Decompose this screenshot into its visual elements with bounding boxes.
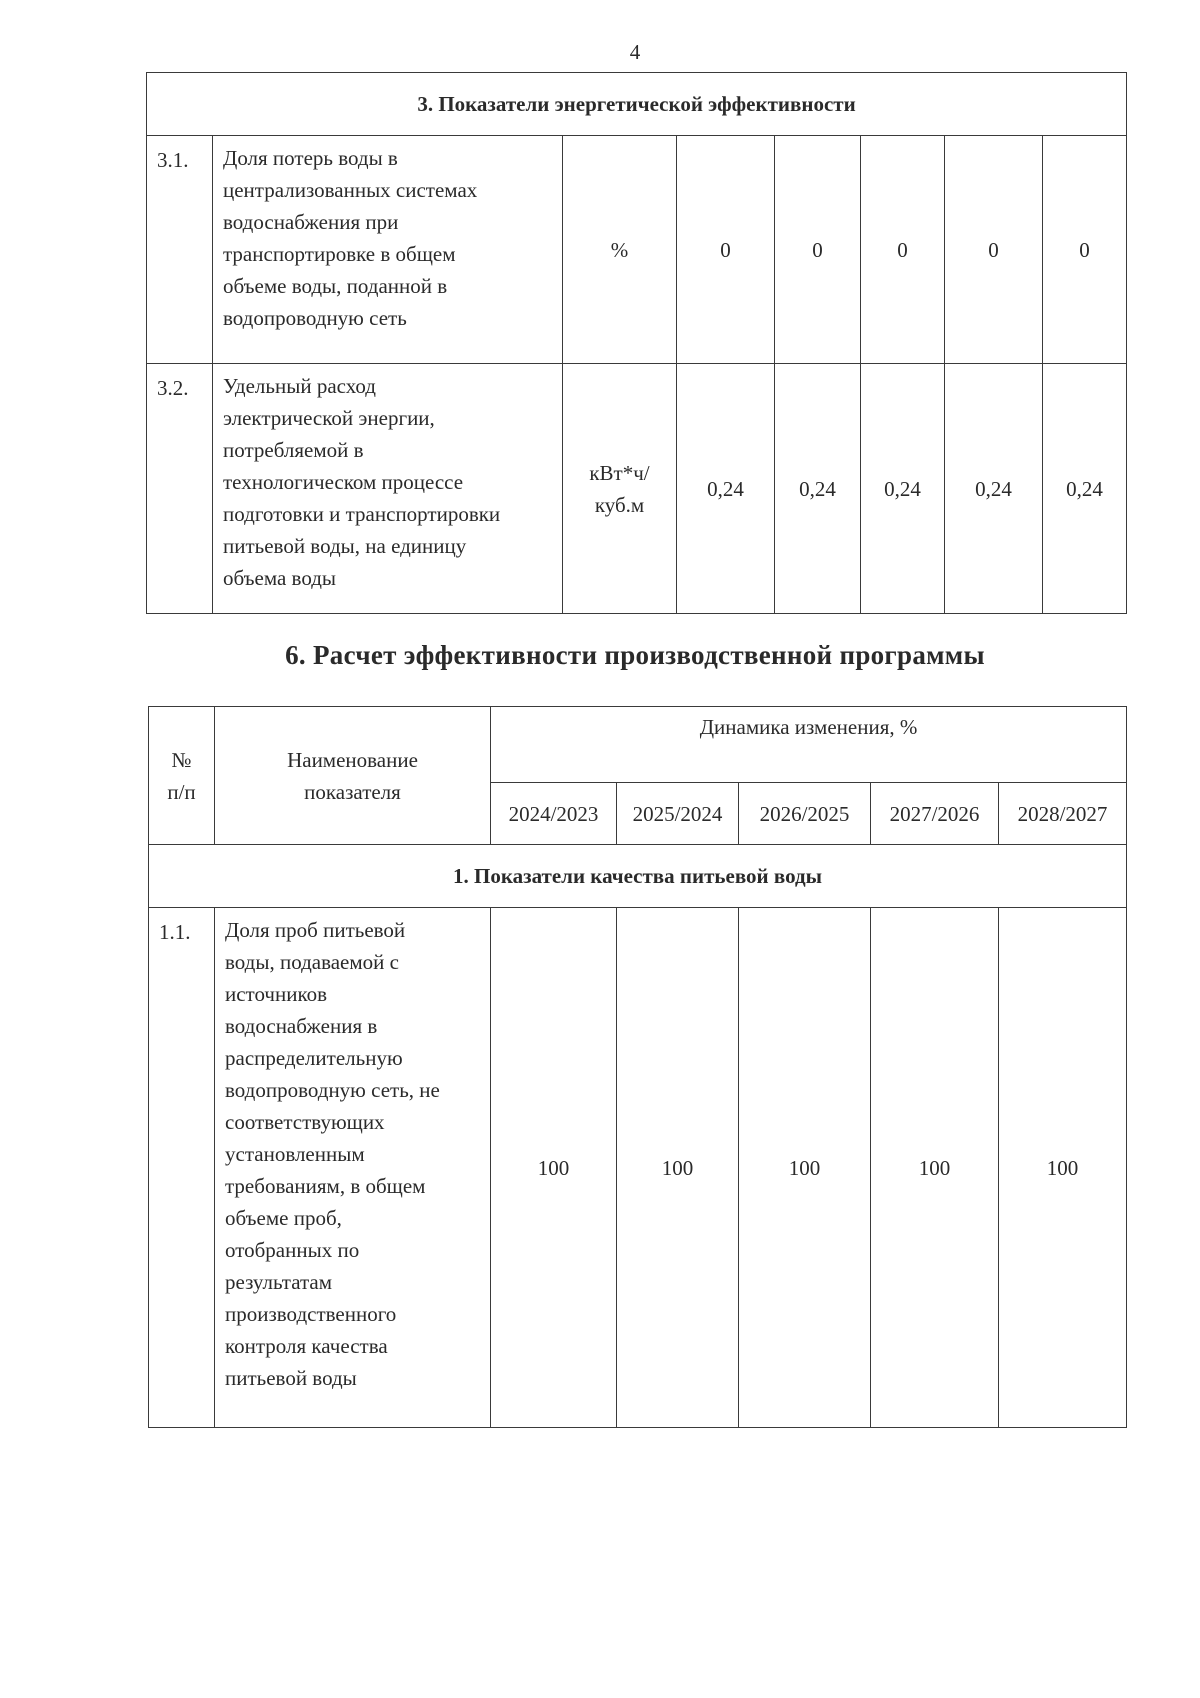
name-line: результатам (225, 1270, 333, 1294)
row-number: 3.2. (147, 364, 213, 614)
header-year: 2028/2027 (999, 783, 1127, 845)
value-cell: 0 (775, 136, 861, 364)
value-cell: 0,24 (1043, 364, 1127, 614)
name-line: Доля потерь воды в (223, 146, 398, 170)
value-cell: 100 (617, 908, 739, 1428)
name-line: соответствующих (225, 1110, 385, 1134)
header-line: Наименование (287, 747, 418, 772)
header-dynamics: Динамика изменения, % (491, 707, 1127, 783)
header-row (149, 707, 1127, 783)
page-number: 4 (629, 40, 641, 64)
header-year: 2026/2025 (739, 783, 871, 845)
value-cell: 0 (945, 136, 1043, 364)
header-line: показателя (304, 779, 401, 804)
section-title: 6. Расчет эффективности производственной программы (285, 640, 985, 670)
name-line: водопроводную сеть (223, 306, 407, 330)
row-number: 1.1. (149, 908, 215, 1428)
name-line: требованиям, в общем (225, 1174, 426, 1198)
name-line: транспортировке в общем (223, 242, 456, 266)
name-line: отобранных по (225, 1238, 360, 1262)
name-line: распределительную (225, 1046, 403, 1070)
name-line: установленным (225, 1142, 365, 1166)
table-row (147, 364, 1127, 614)
header-year: 2027/2026 (871, 783, 999, 845)
value-cell: 0,24 (861, 364, 945, 614)
name-line: технологическом процессе (223, 470, 464, 494)
header-name (215, 707, 491, 845)
section-heading: 1. Показатели качества питьевой воды (149, 845, 1127, 908)
name-line: объема воды (223, 566, 337, 590)
name-line: питьевой воды (225, 1366, 357, 1390)
unit-line: кВт*ч/ (589, 460, 650, 485)
unit-cell: % (563, 136, 677, 364)
value-cell: 100 (491, 908, 617, 1428)
name-line: электрической энергии, (223, 406, 435, 430)
name-line: водоснабжения при (223, 210, 399, 234)
name-line: производственного (225, 1302, 397, 1326)
value-cell: 100 (999, 908, 1127, 1428)
value-cell: 100 (871, 908, 999, 1428)
section-row (147, 73, 1127, 136)
name-line: объеме проб, (225, 1206, 342, 1230)
section-row (149, 845, 1127, 908)
section-heading: 3. Показатели энергетической эффективности (147, 73, 1127, 136)
program-efficiency-table (148, 706, 1127, 1428)
header-year: 2024/2023 (491, 783, 617, 845)
value-cell: 0,24 (945, 364, 1043, 614)
header-num (149, 707, 215, 845)
name-line: централизованных системах (223, 178, 478, 202)
name-line: водопроводную сеть, не (225, 1078, 440, 1102)
name-line: источников (225, 982, 328, 1006)
header-line: п/п (167, 779, 196, 804)
unit-line: куб.м (594, 492, 645, 517)
value-cell: 0 (861, 136, 945, 364)
value-cell: 0 (1043, 136, 1127, 364)
header-line: № (171, 747, 192, 772)
energy-efficiency-table (146, 72, 1127, 614)
table-row (147, 136, 1127, 364)
name-line: Доля проб питьевой (225, 918, 406, 942)
indicator-name (215, 908, 491, 1428)
value-cell: 0,24 (677, 364, 775, 614)
table-row (149, 908, 1127, 1428)
name-line: воды, подаваемой с (225, 950, 399, 974)
row-number: 3.1. (147, 136, 213, 364)
value-cell: 0 (677, 136, 775, 364)
name-line: контроля качества (225, 1334, 388, 1358)
name-line: объеме воды, поданной в (223, 274, 448, 298)
name-line: потребляемой в (223, 438, 364, 462)
value-cell: 100 (739, 908, 871, 1428)
name-line: водоснабжения в (225, 1014, 378, 1038)
unit-cell (563, 364, 677, 614)
indicator-name (213, 136, 563, 364)
value-cell: 0,24 (775, 364, 861, 614)
name-line: подготовки и транспортировки (223, 502, 501, 526)
header-year: 2025/2024 (617, 783, 739, 845)
name-line: питьевой воды, на единицу (223, 534, 467, 558)
indicator-name (213, 364, 563, 614)
name-line: Удельный расход (223, 374, 376, 398)
